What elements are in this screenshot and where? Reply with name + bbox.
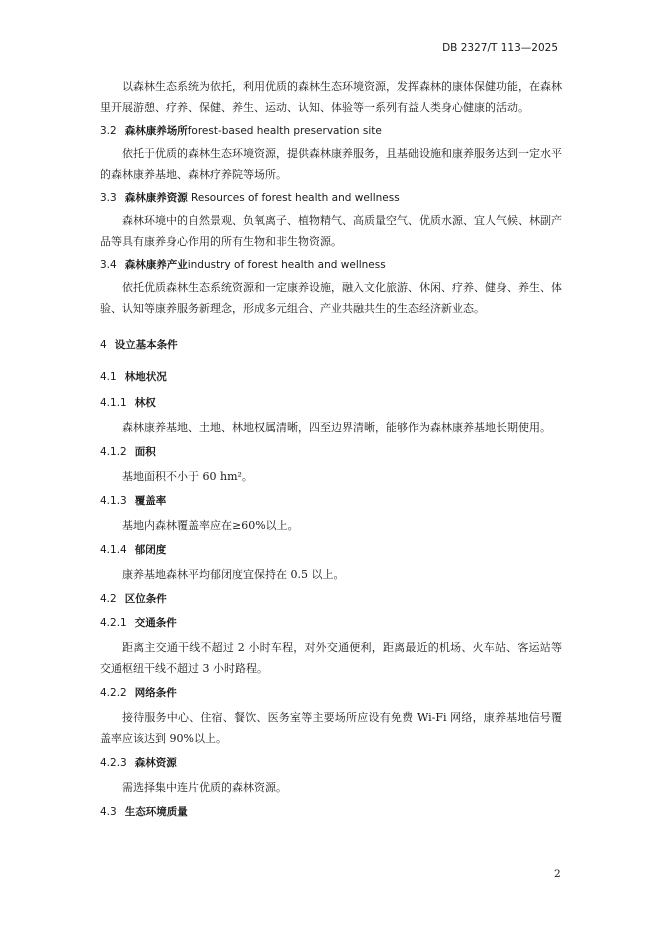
clause-number: 3.2 — [100, 125, 117, 137]
clause-4-2-1-heading — [100, 615, 562, 631]
clause-title: 生态环境质量 — [124, 806, 188, 818]
clause-3-2-body: 依托于优质的森林生态环境资源，提供森林康养服务，且基础设施和康养服务达到一定水平的森林康养基地、森林疗养院等场所。 — [100, 147, 562, 181]
clause-number: 4.2.3 — [100, 757, 127, 769]
clause-title: 森林资源 — [134, 757, 177, 769]
clause-3-1-continuation: 以森林生态系统为依托，利用优质的森林生态环境资源，发挥森林的康体保健功能，在森林里开展游憩、疗养、保健、养生、运动、认知、体验等一系列有益人类身心健康的活动。 — [100, 80, 562, 114]
clause-4-1-4-body: 康养基地森林平均郁闭度宜保持在 0.5 以上。 — [122, 568, 345, 581]
clause-4-1-4-heading — [100, 542, 562, 558]
clause-4-1-heading — [100, 369, 562, 385]
clause-title: 森林康养资源 — [124, 192, 188, 204]
clause-title: 面积 — [134, 446, 156, 458]
clause-4-2-1-body: 距离主交通干线不超过 2 小时车程，对外交通便利，距离最近的机场、火车站、客运站等交通枢纽干线不超过 3 小时路程。 — [100, 641, 562, 675]
clause-number: 4.1 — [100, 371, 117, 383]
clause-number: 4.2.1 — [100, 617, 127, 629]
clause-3-4-heading — [100, 257, 562, 273]
clause-title: 林地状况 — [124, 371, 167, 383]
document-code-header: DB 2327/T 113—2025 — [442, 42, 558, 54]
clause-title: 林权 — [134, 397, 156, 409]
clause-title: 森林康养产业 — [124, 259, 188, 271]
clause-title: 网络条件 — [134, 687, 177, 699]
clause-4-2-2-body: 接待服务中心、住宿、餐饮、医务室等主要场所应设有免费 Wi-Fi 网络，康养基地信号覆盖率应该达到 90%以上。 — [100, 711, 562, 745]
clause-4-2-heading — [100, 591, 562, 607]
clause-title-en: industry of forest health and wellness — [187, 259, 386, 271]
clause-3-2-heading — [100, 123, 562, 139]
clause-number: 4.2.2 — [100, 687, 127, 699]
clause-title: 覆盖率 — [134, 495, 167, 507]
clause-4-1-2-body: 基地面积不小于 60 hm²。 — [122, 470, 253, 483]
clause-4-2-3-heading — [100, 755, 562, 771]
clause-title: 森林康养场所 — [124, 125, 188, 137]
clause-title-en: forest-based health preservation site — [187, 125, 382, 137]
clause-title: 交通条件 — [134, 617, 177, 629]
clause-title: 郁闭度 — [134, 544, 167, 556]
clause-number: 3.3 — [100, 192, 117, 204]
clause-number: 4.2 — [100, 593, 117, 605]
clause-3-3-heading — [100, 190, 562, 206]
clause-number: 4.3 — [100, 806, 117, 818]
clause-title-en: Resources of forest health and wellness — [191, 192, 400, 204]
clause-number: 4.1.1 — [100, 397, 127, 409]
clause-number: 4.1.2 — [100, 446, 127, 458]
chapter-title: 设立基本条件 — [114, 339, 178, 351]
clause-4-3-heading — [100, 804, 562, 820]
page-number: 2 — [554, 868, 561, 880]
clause-4-2-3-body: 需选择集中连片优质的森林资源。 — [122, 781, 287, 794]
chapter-number: 4 — [100, 339, 107, 351]
clause-4-1-2-heading — [100, 444, 562, 460]
clause-4-1-3-heading — [100, 493, 562, 509]
document-body — [100, 76, 562, 820]
clause-number: 4.1.3 — [100, 495, 127, 507]
clause-4-1-3-body: 基地内森林覆盖率应在≥60%以上。 — [122, 519, 299, 532]
clause-title: 区位条件 — [124, 593, 167, 605]
chapter-4-heading — [100, 337, 562, 353]
clause-3-4-body: 依托优质森林生态系统资源和一定康养设施，融入文化旅游、休闲、疗养、健身、养生、体验、认知等康养服务新理念，形成多元组合、产业共融共生的生态经济新业态。 — [100, 281, 562, 315]
clause-4-2-2-heading — [100, 685, 562, 701]
clause-number: 3.4 — [100, 259, 117, 271]
clause-4-1-1-body: 森林康养基地、土地、林地权属清晰，四至边界清晰，能够作为森林康养基地长期使用。 — [122, 421, 551, 434]
clause-4-1-1-heading — [100, 395, 562, 411]
clause-3-3-body: 森林环境中的自然景观、负氧离子、植物精气、高质量空气、优质水源、宜人气候、林副产品等具有康养身心作用的所有生物和非生物资源。 — [100, 214, 562, 248]
clause-number: 4.1.4 — [100, 544, 127, 556]
